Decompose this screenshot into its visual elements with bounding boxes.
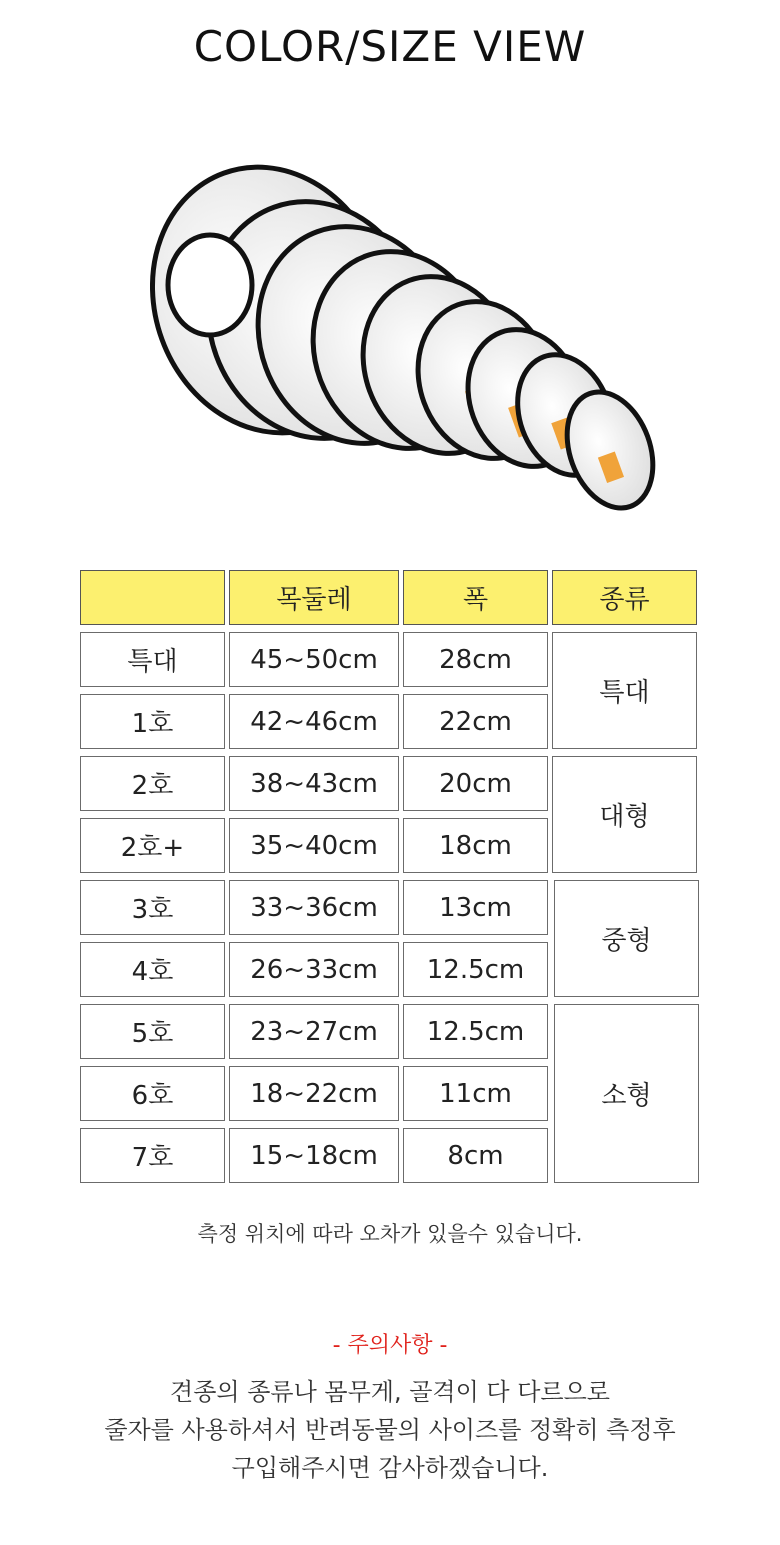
type-cell-xl: 특대 [552,632,697,749]
type-cell-large: 대형 [552,756,697,873]
width-cell: 22cm [403,694,548,749]
size-cell: 특대 [80,632,225,687]
width-cell: 11cm [403,1066,548,1121]
neck-cell: 15~18cm [229,1128,399,1183]
size-cell: 4호 [80,942,225,997]
neck-cell: 38~43cm [229,756,399,811]
width-cell: 18cm [403,818,548,873]
caution-line: 견종의 종류나 몸무게, 골격이 다 다르으로 [170,1378,610,1406]
width-cell: 13cm [403,880,548,935]
neck-cell: 42~46cm [229,694,399,749]
width-cell: 12.5cm [403,1004,548,1059]
neck-cell: 18~22cm [229,1066,399,1121]
size-cell: 2호+ [80,818,225,873]
table-header-width: 폭 [403,570,548,625]
neck-cell: 45~50cm [229,632,399,687]
table-header-blank [80,570,225,625]
type-cell-small: 소형 [554,1004,699,1183]
width-cell: 28cm [403,632,548,687]
caution-title: - 주의사항 - [332,1333,448,1358]
size-cell: 2호 [80,756,225,811]
table-header-neck: 목둘레 [229,570,399,625]
caution-line: 줄자를 사용하셔서 반려동물의 사이즈를 정확히 측정후 [104,1416,676,1444]
page-title: COLOR/SIZE VIEW [193,22,587,71]
width-cell: 8cm [403,1128,548,1183]
caution-line: 구입해주시면 감사하겠습니다. [231,1454,549,1482]
size-cell: 7호 [80,1128,225,1183]
type-cell-medium: 중형 [554,880,699,997]
measurement-note: 측정 위치에 따라 오차가 있을수 있습니다. [197,1222,583,1246]
cone-neck-opening [168,235,252,335]
size-cell: 1호 [80,694,225,749]
neck-cell: 26~33cm [229,942,399,997]
stacked-pet-cones-image [150,150,670,540]
width-cell: 20cm [403,756,548,811]
neck-cell: 35~40cm [229,818,399,873]
size-cell: 3호 [80,880,225,935]
table-header-type: 종류 [552,570,697,625]
size-cell: 5호 [80,1004,225,1059]
size-cell: 6호 [80,1066,225,1121]
width-cell: 12.5cm [403,942,548,997]
neck-cell: 23~27cm [229,1004,399,1059]
neck-cell: 33~36cm [229,880,399,935]
